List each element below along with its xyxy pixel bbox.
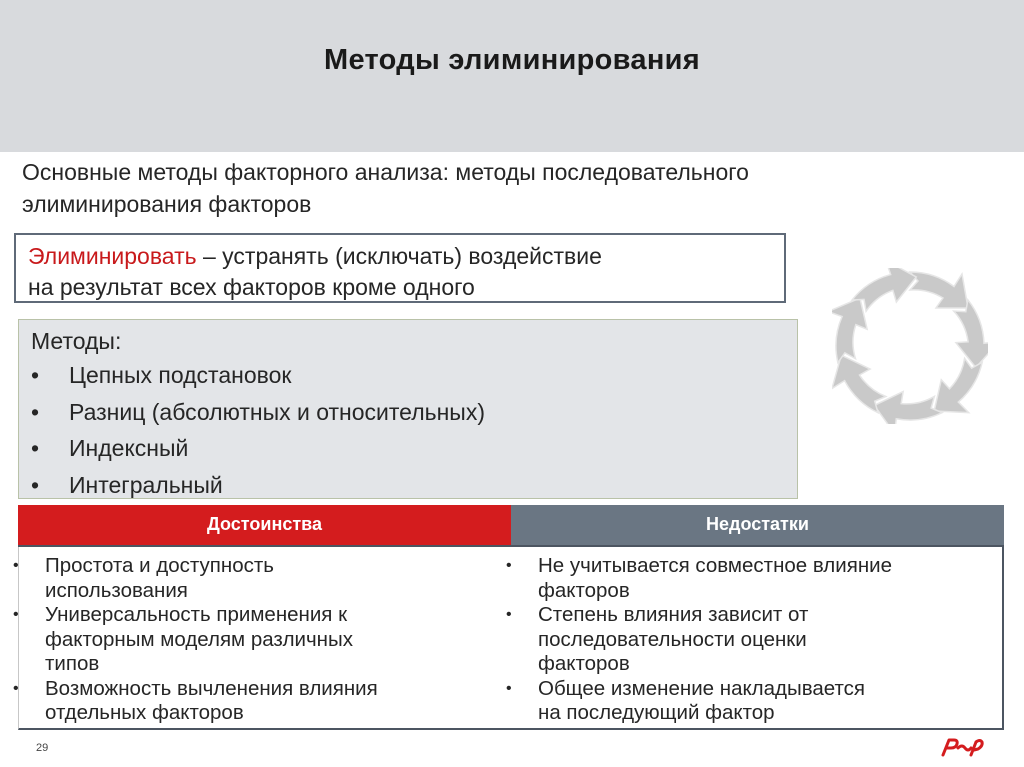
disadvantages-item-line: Не учитывается совместное влияние [538, 554, 892, 577]
disadvantages-list [503, 554, 983, 726]
bullet: • [31, 398, 40, 425]
page-number: 29 [36, 742, 49, 754]
definition-line-2: на результат всех факторов кроме одного [28, 274, 475, 300]
methods-item [19, 362, 797, 399]
advantages-item-line: Универсальность применения к [45, 603, 348, 626]
arrow-segment [910, 272, 968, 308]
advantages-item-line: факторным моделям различных [45, 627, 353, 651]
advantages-column [10, 554, 480, 726]
definition-rest: – устранять (исключать) воздействие [196, 243, 602, 269]
advantages-item-line: типов [45, 652, 100, 675]
advantages-item-line: использования [45, 578, 188, 602]
advantages-item [10, 603, 480, 677]
advantages-header: Достоинства [18, 505, 511, 545]
definition-box [14, 233, 786, 303]
methods-item-label: Разниц (абсолютных и относительных) [69, 398, 485, 425]
intro-line-2: элиминирования факторов [22, 191, 312, 217]
bullet: • [31, 471, 40, 498]
disadvantages-item [503, 554, 983, 603]
disadvantages-item [503, 603, 983, 677]
methods-item [19, 435, 797, 472]
bullet: • [506, 606, 512, 623]
methods-title: Методы: [31, 328, 122, 354]
bullet: • [506, 679, 512, 697]
advantages-item-line: Простота и доступность [45, 554, 274, 577]
methods-item-label: Индексный [69, 435, 189, 461]
circular-arrows-icon [832, 268, 988, 424]
slide-title: Методы элиминирования [323, 44, 701, 76]
intro-text [22, 156, 982, 220]
disadvantages-item-line: на последующий фактор [538, 701, 775, 724]
bullet: • [13, 557, 19, 574]
disadvantages-item-line: последовательности оценки [538, 627, 807, 651]
disadvantages-item-line: факторов [538, 578, 630, 602]
bullet: • [31, 362, 40, 388]
methods-item [19, 472, 797, 509]
rzd-logo [940, 736, 986, 758]
methods-item-label: Цепных подстановок [69, 362, 292, 388]
definition-term: Элиминировать [28, 243, 197, 269]
disadvantages-item-line: Степень влияния зависит от [538, 603, 809, 626]
advantages-item-line: Возможность вычленения влияния [45, 676, 378, 700]
methods-list [19, 362, 797, 508]
advantages-list [10, 554, 480, 726]
disadvantages-header: Недостатки [511, 505, 1004, 545]
disadvantages-item [503, 677, 983, 726]
advantages-item [10, 554, 480, 603]
bullet: • [506, 557, 512, 574]
disadvantages-column [503, 554, 983, 726]
advantages-item [10, 677, 480, 726]
methods-box [18, 319, 798, 499]
disadvantages-item-line: факторов [538, 652, 630, 675]
bullet: • [31, 435, 40, 461]
methods-item-label: Интегральный [69, 471, 223, 498]
bullet: • [13, 606, 19, 623]
advantages-item-line: отдельных факторов [45, 701, 244, 724]
intro-line-1: Основные методы факторного анализа: методы последовательного [22, 159, 749, 185]
bullet: • [13, 679, 19, 697]
disadvantages-item-line: Общее изменение накладывается [538, 676, 866, 700]
methods-item [19, 399, 797, 436]
definition-line-1 [28, 241, 784, 272]
